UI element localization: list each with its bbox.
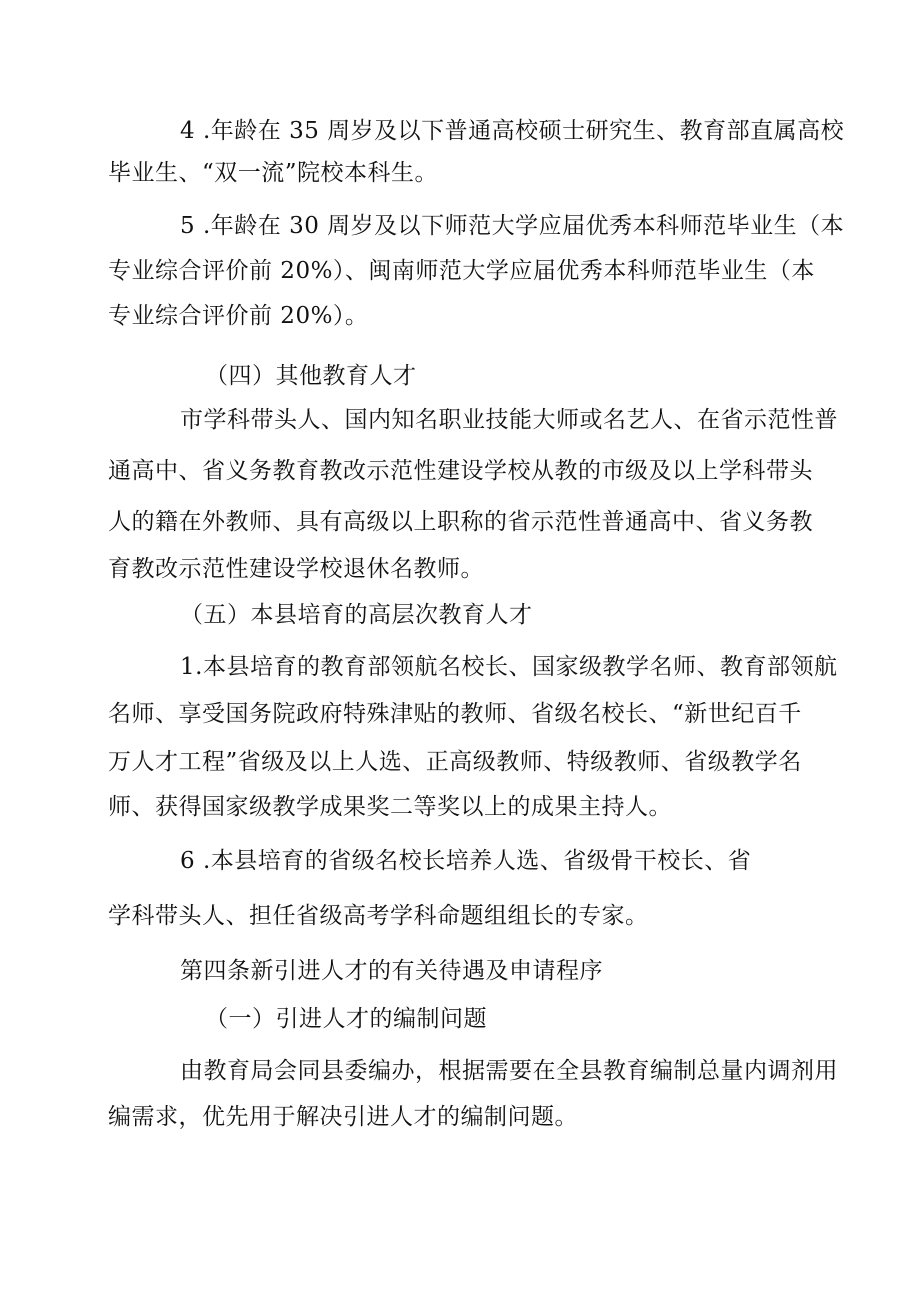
- section-4-line-3: 人的籍在外教师、具有高级以上职称的省示范性普通高中、省义务教: [108, 509, 813, 535]
- section-4-line-2: 通高中、省义务教育教改示范性建设学校从教的市级及以上学科带头: [108, 458, 813, 484]
- item-4-line-1: 4 .年龄在 35 周岁及以下普通高校硕士研究生、教育部直属高校: [180, 118, 845, 144]
- item-5-line-2: 专业综合评价前 20%）、闽南师范大学应届优秀本科师范毕业生（本: [108, 258, 815, 284]
- item-6-line-1: 6 .本县培育的省级名校长培养人选、省级骨干校长、省: [180, 848, 752, 874]
- item-4-line-2: 毕业生、“双一流”院校本科生。: [108, 160, 439, 186]
- subsection-heading-1: （一）引进人才的编制问题: [205, 1006, 487, 1032]
- section-4-line-1: 市学科带头人、国内知名职业技能大师或名艺人、在省示范性普: [180, 407, 838, 433]
- item-1-line-1: 1.本县培育的教育部领航名校长、国家级教学名师、教育部领航: [180, 654, 838, 680]
- item-1-line-2: 名师、享受国务院政府特殊津贴的教师、省级名校长、“新世纪百千: [108, 701, 802, 727]
- subsection-1-line-2: 编需求，优先用于解决引进人才的编制问题。: [108, 1104, 578, 1130]
- item-5-line-1: 5 .年龄在 30 周岁及以下师范大学应届优秀本科师范毕业生（本: [180, 213, 845, 239]
- item-1-line-3: 万人才工程”省级及以上人选、正高级教师、特级教师、省级教学名: [108, 749, 802, 775]
- section-heading-4: （四）其他教育人才: [205, 363, 417, 389]
- section-4-line-4: 育教改示范性建设学校退休名教师。: [108, 556, 484, 582]
- item-1-line-4: 师、获得国家级教学成果奖二等奖以上的成果主持人。: [108, 794, 672, 820]
- article-4-heading: 第四条新引进人才的有关待遇及申请程序: [180, 958, 603, 984]
- section-heading-5: （五）本县培育的高层次教育人才: [180, 602, 533, 628]
- subsection-1-line-1: 由教育局会同县委编办，根据需要在全县教育编制总量内调剂用: [180, 1058, 838, 1084]
- item-6-line-2: 学科带头人、担任省级高考学科命题组组长的专家。: [108, 903, 649, 929]
- item-5-line-3: 专业综合评价前 20%）。: [108, 303, 369, 329]
